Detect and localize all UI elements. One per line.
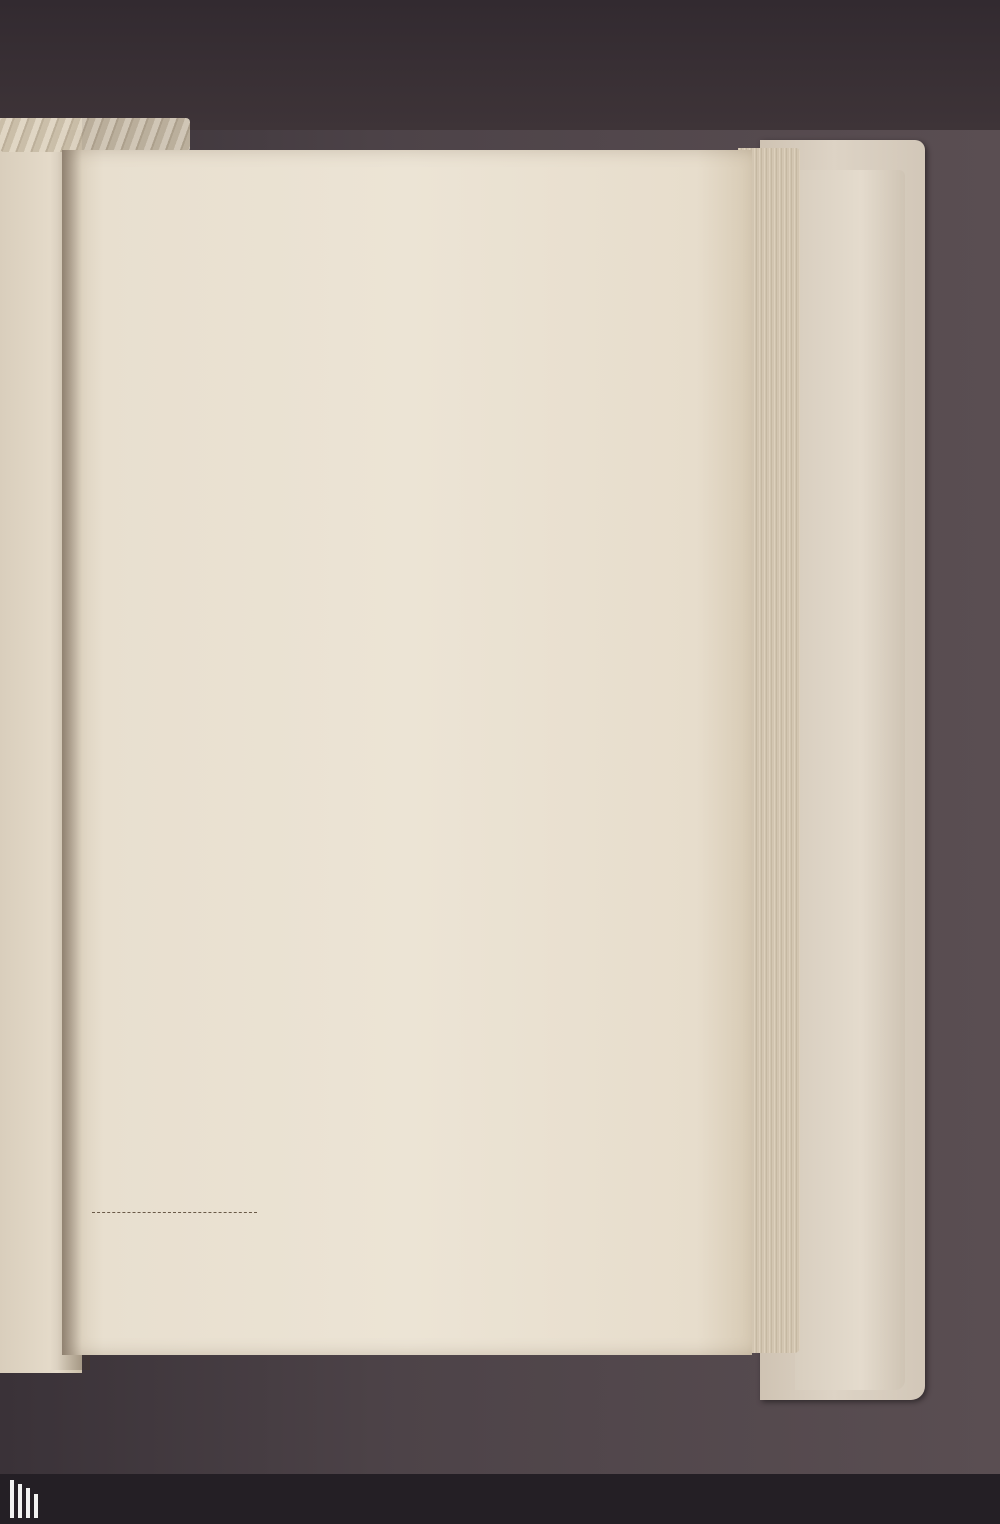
footer-bar xyxy=(0,1474,1000,1524)
book-cover-inner xyxy=(795,170,905,1390)
main-page xyxy=(62,150,752,1355)
background-board xyxy=(0,0,1000,130)
library-logo-icon xyxy=(10,1480,46,1518)
footnote-rule xyxy=(92,1212,257,1214)
gutter-shadow xyxy=(62,150,82,1355)
binding-stitch xyxy=(0,118,190,152)
